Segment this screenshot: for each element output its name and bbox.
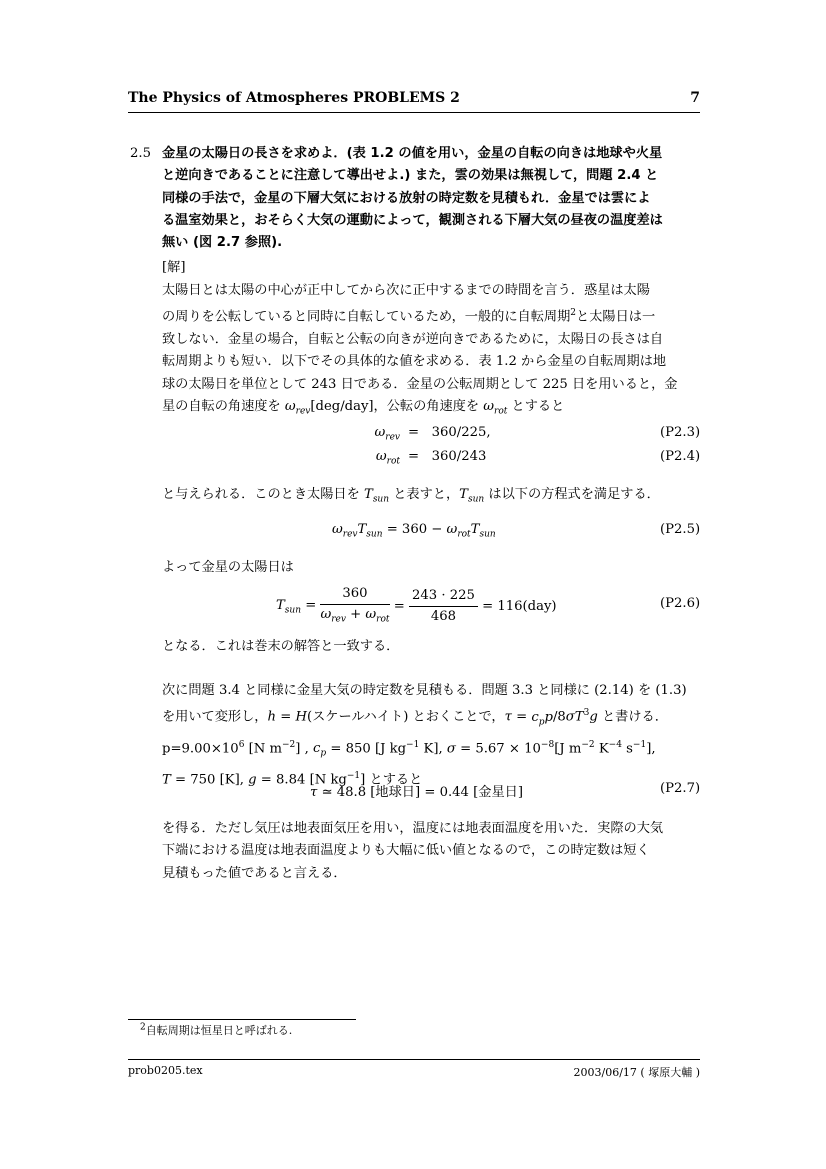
equation-number: (P2.4) xyxy=(660,449,701,464)
text-line xyxy=(162,396,707,423)
text-line: $p=9.00\times 10^6$ [N $m^{-2}$] , $c_p = 850$ [J $kg^{-1}$ K], $\sigma = 5.67 \times 10^{-8}[J$ $m^{-2}$ $K^{-4}$ $s^{-1}$], xyxy=(162,739,656,759)
text-span: p=9.00×10 xyxy=(162,741,239,757)
text-span: ], xyxy=(646,741,656,757)
text-span: と太陽日は一 xyxy=(576,309,656,325)
paragraph-6 xyxy=(162,818,707,885)
text-line: 見積もった値であると言える． xyxy=(162,865,347,881)
footnote-text: 自転周期は恒星日と呼ばれる. xyxy=(145,1024,293,1037)
fraction: $\frac{360}{\omega_{rev} + \omega_{rot}}$ xyxy=(320,586,390,625)
footer-rule xyxy=(128,1059,700,1060)
footnote xyxy=(140,1022,292,1038)
text-span: を用いて変形し， xyxy=(162,709,268,725)
header-rule xyxy=(128,112,700,113)
footer-date-author: 2003/06/17 ( 塚原大輔 ) xyxy=(573,1066,700,1079)
text-line: 太陽日とは太陽の中心が正中してから次に正中するまでの時間を言う．惑星は太陽 xyxy=(162,283,650,298)
paragraph-4: となる．これは巻末の解答と一致する． xyxy=(162,639,400,654)
text-span: と表すと， xyxy=(389,487,460,502)
equation-number: (P2.6) xyxy=(660,596,701,611)
text-span: [N m xyxy=(244,741,282,757)
problem-line: る温室効果と，おそらく大気の運動によって，観測される下層大気の昼夜の温度差は xyxy=(162,212,663,228)
text-line: 下端における温度は地表面温度よりも大幅に低い値となるので，この時定数は短く xyxy=(162,843,650,859)
text-line: 転周期よりも短い．以下でその具体的な値を求める．表 1.2 から金星の自転周期は地 xyxy=(162,354,667,370)
paragraph-3: よって金星の太陽日は xyxy=(162,560,294,575)
page-number: 7 xyxy=(690,90,700,106)
problem-line: 無い (図 2.7 参照). xyxy=(162,235,283,251)
fraction-bottom: 468 xyxy=(430,609,457,625)
footnote-ref: 2 xyxy=(570,308,577,319)
problem-number: 2.5 xyxy=(130,146,151,161)
running-header xyxy=(128,90,700,106)
text-line xyxy=(162,302,707,329)
text-span: [deg/day]，公転の角速度を xyxy=(310,398,484,414)
text-line: を用いて変形し，h = H(スケールハイト) とおくことで，$\tau = c_pp/8\sigma T^3g$ と書ける． xyxy=(162,708,668,728)
solution-label: [解] xyxy=(162,260,186,275)
text-span: [J m xyxy=(554,741,582,757)
text-span: (スケールハイト) とおくことで， xyxy=(306,709,505,725)
equation-p2-5: $\omega_{rev}T_{sun} = 360 - \omega_{rot}T_{sun}$ (P2.5) xyxy=(332,522,701,540)
equation-rhs: = 360/243 xyxy=(408,449,487,464)
text-span: は以下の方程式を満足する． xyxy=(484,487,660,502)
text-span: K xyxy=(594,741,609,757)
text-span: K], xyxy=(419,741,447,757)
text-span: = 850 [J kg xyxy=(326,741,407,757)
fraction-top: 243 · 225 xyxy=(409,586,478,607)
math-omega-rot: $\omega_{rot}$ xyxy=(483,398,508,417)
text-span: = 750 [K], xyxy=(170,772,249,788)
equation-rhs: = 360/225, xyxy=(408,425,491,440)
text-line: 致しない．金星の場合，自転と公転の向きが逆向きであるために，太陽日の長さは自 xyxy=(162,331,664,347)
problem-line: と逆向きであることに注意して導出せよ.) また，雲の効果は無視して，問題 2.4 と xyxy=(162,168,659,184)
equation-p2-6: $T_{sun}$ = $\frac{360}{\omega_{rev} + \omega_{rot}}$ = $\frac{243 \cdot 225}{468}$ = 116(day) (P2.6) xyxy=(0,584,826,630)
text-line: 球の太陽日を単位として 243 日である．金星の公転周期として 225 日を用いると，金 xyxy=(162,376,678,392)
equation-mid: = 360 − xyxy=(382,522,447,537)
text-span: と与えられる．このとき太陽日を xyxy=(162,487,365,502)
text-span: = 8.84 [N kg xyxy=(256,772,347,788)
text-span: = 5.67 × 10 xyxy=(455,741,541,757)
text-span: の周りを公転していると同時に自転しているため，一般的に自転周期 xyxy=(162,309,571,325)
footnote-mark: 2 xyxy=(140,1022,146,1033)
text-line: T = 750 [K], g = 8.84 [N $kg^{-1}$] とすると xyxy=(162,770,423,788)
equation-rhs: ≃ 48.8 [地球日] = 0.44 [金星日] xyxy=(317,785,523,800)
paragraph-1 xyxy=(162,280,707,423)
problem-line: 金星の太陽日の長さを求めよ．(表 1.2 の値を用い，金星の自転の向きは地球や火星 xyxy=(162,146,663,161)
text-span: ] とすると xyxy=(360,772,423,788)
equation-result: = 116(day) xyxy=(482,599,557,615)
equation-p2-4: $\omega_{rot}$ = 360/243 (P2.4) xyxy=(375,449,701,467)
text-span: ] , xyxy=(295,741,314,757)
footer-filename: prob0205.tex xyxy=(128,1064,203,1077)
text-span: 星の自転の角速度を xyxy=(162,398,285,414)
text-line: 次に問題 3.4 と同様に金星大気の時定数を見積もる．問題 3.3 と同様に (2.14) を (1.3) xyxy=(162,683,687,698)
header-title: The Physics of Atmospheres PROBLEMS 2 xyxy=(128,90,460,106)
math-omega-rev: $\omega_{rev}$ xyxy=(284,398,311,417)
equation-number: (P2.7) xyxy=(660,781,701,796)
equation-p2-7: τ ≃ 48.8 [地球日] = 0.44 [金星日] (P2.7) xyxy=(310,781,701,800)
fraction xyxy=(409,586,478,627)
equation-number: (P2.3) xyxy=(660,425,701,440)
paragraph-5 xyxy=(162,680,707,792)
problem-line: 同様の手法で，金星の下層大気における放射の時定数を見積もれ．金星では雲によ xyxy=(162,190,651,206)
paragraph-2: と与えられる．このとき太陽日を $T_{sun}$ と表すと，$T_{sun}$ は以下の方程式を満足する． xyxy=(162,487,660,505)
text-span: s xyxy=(621,741,633,757)
text-line: を得る．ただし気圧は地表面気圧を用い，温度には地表面温度を用いた．実際の大気 xyxy=(162,821,664,836)
text-span: と書ける． xyxy=(602,709,668,725)
equation-number: (P2.5) xyxy=(660,522,701,537)
problem-statement xyxy=(162,143,707,254)
fraction-top: 360 xyxy=(320,584,389,605)
footnote-rule xyxy=(128,1019,356,1020)
equation-p2-3: $\omega_{rev}$ = 360/225, (P2.3) xyxy=(374,425,701,443)
text-span: とすると xyxy=(507,398,565,414)
